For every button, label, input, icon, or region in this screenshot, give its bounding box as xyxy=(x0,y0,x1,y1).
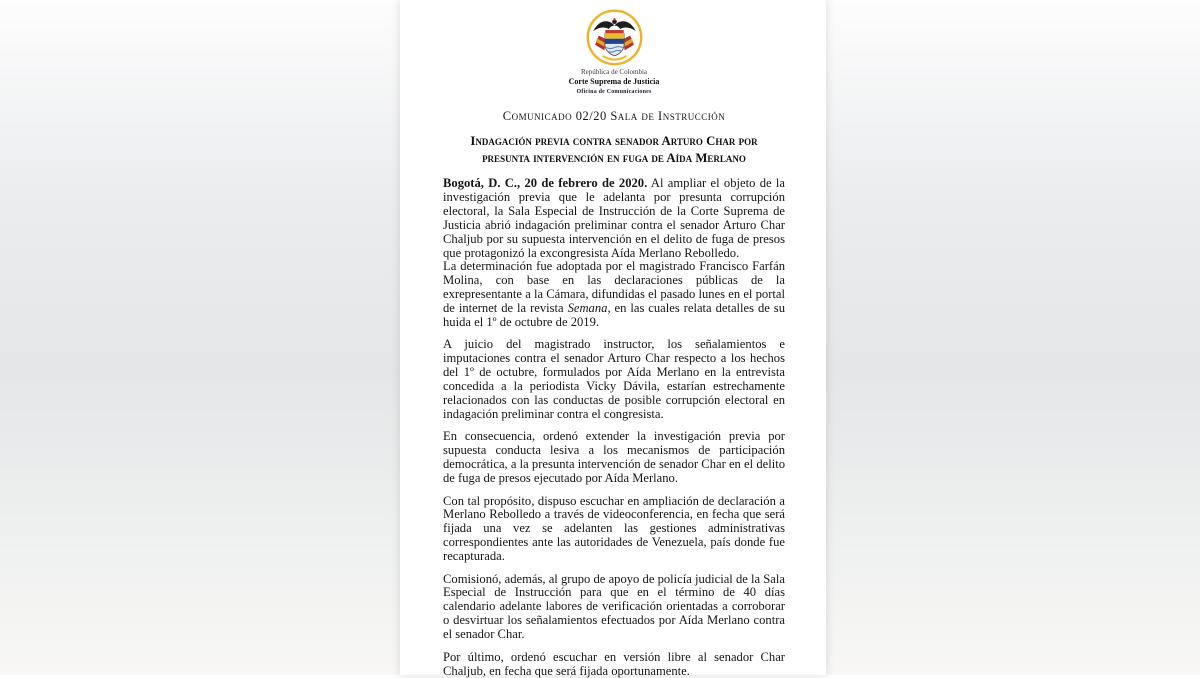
date-lead: Bogotá, D. C., 20 de febrero de 2020. xyxy=(443,176,648,190)
document-title: Indagación previa contra senador Arturo Char por presunta intervención en fuga de Aída Merlano xyxy=(470,134,758,165)
org-header xyxy=(443,68,785,96)
logo-container xyxy=(443,4,785,66)
page-content xyxy=(400,0,826,678)
org-court-name: Corte Suprema de Justicia xyxy=(568,77,660,86)
comunicado-heading: Comunicado 02/20 Sala de Instrucción xyxy=(502,109,726,123)
paragraph-por-ultimo: Por último, ordenó escuchar en versión libre al senador Char Chaljub, en fecha que será fijada oportunamente. xyxy=(443,649,785,678)
colombia-coat-of-arms-icon xyxy=(585,7,644,66)
org-country: República de Colombia xyxy=(580,68,648,76)
org-office: Oficina de Comunicaciones xyxy=(576,89,652,95)
paragraph-date-intro xyxy=(443,177,785,260)
paragraph-text: La determinación fue adoptada por el magistrado Francisco Farfán Molina, con base en las declaraciones públicas de la exrepresentante a la Cámara, difundidas el pasado lunes en el portal de internet de la revista xyxy=(443,259,785,316)
paragraph-proposito: Con tal propósito, dispuso escuchar en ampliación de declaración a Merlano Rebolledo a través de videoconferencia, en fecha que será fijada una vez se adelanten las gestiones administrativas correspondientes ante las autoridades de Venezuela, país donde fue recapturada. xyxy=(443,493,785,564)
revista-semana-italic: Semana xyxy=(567,301,608,316)
paragraph-text: , en las cuales relata detalles de su huida el 1º de octubre de 2019. xyxy=(443,301,785,330)
paragraph-juicio: A juicio del magistrado instructor, los señalamientos e imputaciones contra el senador Arturo Char respecto a los hechos del 1º de octubre, formulados por Aída Merlano en la entrevista concedida a la periodista Vicky Dávila, estarían estrechamente relacionados con las conductas de posible corrupción electoral en indagación preliminar contra el congresista. xyxy=(443,337,785,421)
paragraph-comisiono: Comisionó, además, al grupo de apoyo de policía judicial de la Sala Especial de Instrucción para que en el término de 40 días calendario adelante labores de verificación orientadas a corroborar o desvirtuar los señalamientos efectuados por Aída Merlano contra el senador Char. xyxy=(443,571,785,642)
paragraph-consecuencia: En consecuencia, ordenó extender la investigación previa por supuesta conducta lesiva a los mecanismos de participación democrática, a la presunta intervención de senador Char en el delito de fuga de presos ejecutado por Aída Merlano. xyxy=(443,429,785,486)
paragraph-determinacion xyxy=(443,260,785,330)
document-body xyxy=(443,177,785,678)
press-release-page xyxy=(400,0,826,678)
paragraph-text: Al ampliar el objeto de la investigación previa que le adelanta por presunta corrupción electoral, la Sala Especial de Instrucción de la Corte Suprema de Justicia abrió indagación preliminar contra el senador Arturo Char Chaljub por su supuesta intervención en el delito de fuga de presos que protagonizó la excongresista Aída Merlano Rebolledo. xyxy=(443,176,786,260)
